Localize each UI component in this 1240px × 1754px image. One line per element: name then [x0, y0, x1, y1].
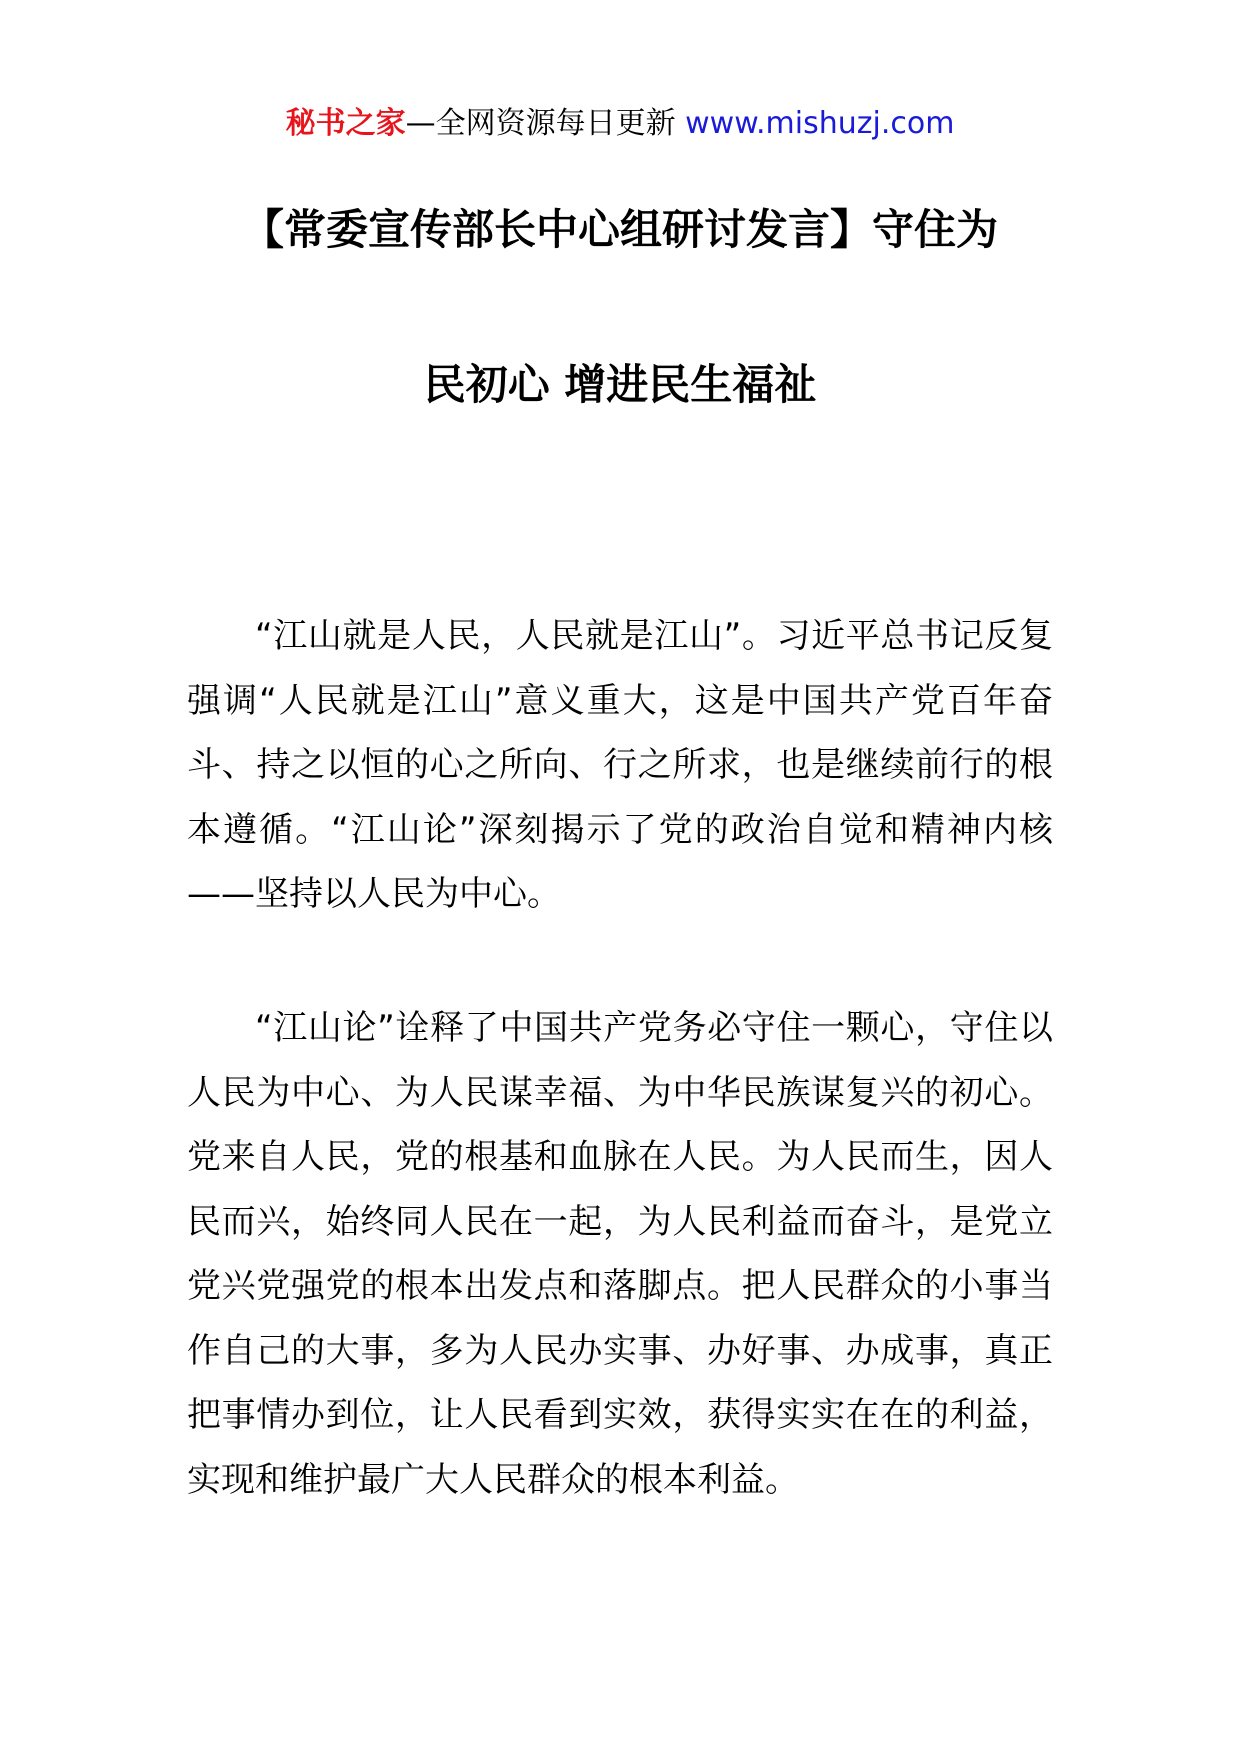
document-title-line-2: 民初心 增进民生福祉	[423, 360, 817, 409]
site-header	[0, 100, 1240, 148]
body-paragraph: “江山就是人民，人民就是江山”。习近平总书记反复强调“人民就是江山”意义重大，这是中国共产党百年奋斗、持之以恒的心之所向、行之所求，也是继续前行的根本遵循。“江山论”深刻揭示了党的政治自觉和精神内核——坚持以人民为中心。	[187, 616, 1053, 914]
body-paragraph-1-block	[187, 604, 1053, 927]
site-url-link[interactable]: www.mishuzj.com	[685, 106, 955, 141]
body-paragraph-2-block	[187, 996, 1053, 1512]
header-dash: —	[405, 106, 436, 141]
document-title-line-1: 【常委宣传部长中心组研讨发言】守住为	[241, 205, 998, 254]
site-brand: 秘书之家	[285, 106, 406, 141]
body-paragraph: “江山论”诠释了中国共产党务必守住一颗心，守住以人民为中心、为人民谋幸福、为中华民族谋复兴的初心。党来自人民，党的根基和血脉在人民。为人民而生，因人民而兴，始终同人民在一起，为人民利益而奋斗，是党立党兴党强党的根本出发点和落脚点。把人民群众的小事当作自己的大事，多为人民办实事、办好事、办成事，真正把事情办到位，让人民看到实效，获得实实在在的利益，实现和维护最广大人民群众的根本利益。	[187, 1008, 1053, 1500]
site-slogan: 全网资源每日更新	[435, 106, 676, 141]
